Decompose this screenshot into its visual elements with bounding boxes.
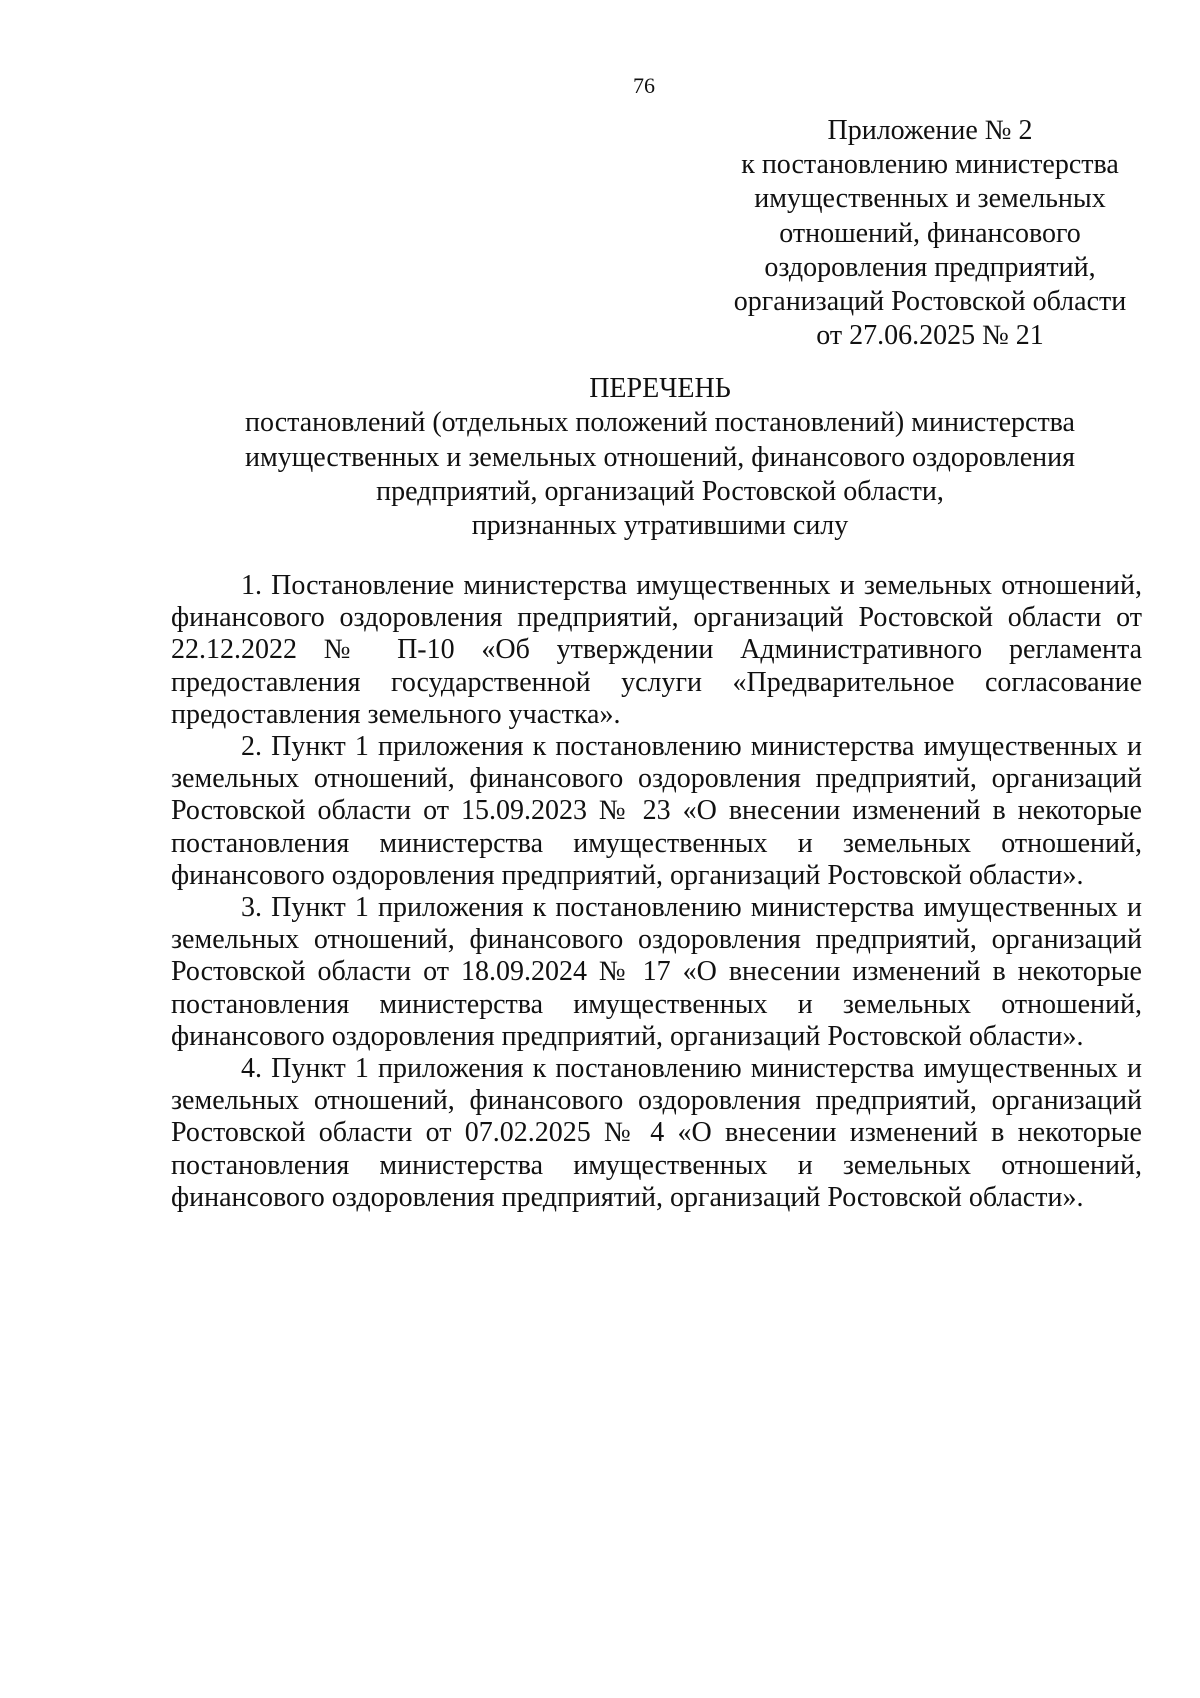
list-item: 3. Пункт 1 приложения к постановлению министерства имущественных и земельных отношений, финансового оздоровления предприятий, организаций Ростовской области от 18.09.2024 № 17 «О внесении изменений в некоторые постановления министерства имущественных и земельных отношений, финансового оздоровления предприятий, организаций Ростовской области».	[171, 892, 1142, 1052]
appendix-line: имущественных и земельных	[754, 183, 1106, 215]
appendix-line: организаций Ростовской области	[733, 286, 1127, 318]
list-item: 1. Постановление министерства имущественных и земельных отношений, финансового оздоровления предприятий, организаций Ростовской области от 22.12.2022 № П-10 «Об утверждении Административного регламента предоставления государственной услуги «Предварительное согласование предоставления земельного участка».	[171, 570, 1142, 730]
heading-subtitle-line: имущественных и земельных отношений, финансового оздоровления	[245, 441, 1075, 473]
appendix-line: отношений, финансового	[779, 217, 1081, 249]
appendix-line: оздоровления предприятий,	[764, 251, 1096, 283]
heading-subtitle-line: предприятий, организаций Ростовской области,	[376, 475, 944, 507]
appendix-line: Приложение № 2	[827, 115, 1033, 146]
heading-title: ПЕРЕЧЕНЬ	[589, 373, 731, 404]
document-body	[171, 570, 1142, 1214]
list-item: 4. Пункт 1 приложения к постановлению министерства имущественных и земельных отношений, финансового оздоровления предприятий, организаций Ростовской области от 07.02.2025 № 4 «О внесении изменений в некоторые постановления министерства имущественных и земельных отношений, финансового оздоровления предприятий, организаций Ростовской области».	[171, 1053, 1142, 1213]
heading-subtitle-line: признанных утратившими силу	[471, 510, 849, 542]
page-number: 76	[633, 73, 655, 98]
heading-subtitle-line: постановлений (отдельных положений постановлений) министерства	[245, 407, 1075, 439]
document-heading	[160, 372, 1160, 543]
list-item: 2. Пункт 1 приложения к постановлению министерства имущественных и земельных отношений, финансового оздоровления предприятий, организаций Ростовской области от 15.09.2023 № 23 «О внесении изменений в некоторые постановления министерства имущественных и земельных отношений, финансового оздоровления предприятий, организаций Ростовской области».	[171, 731, 1142, 891]
appendix-line: к постановлению министерства	[741, 149, 1119, 181]
appendix-block	[700, 114, 1160, 353]
appendix-line: от 27.06.2025 № 21	[816, 320, 1044, 352]
